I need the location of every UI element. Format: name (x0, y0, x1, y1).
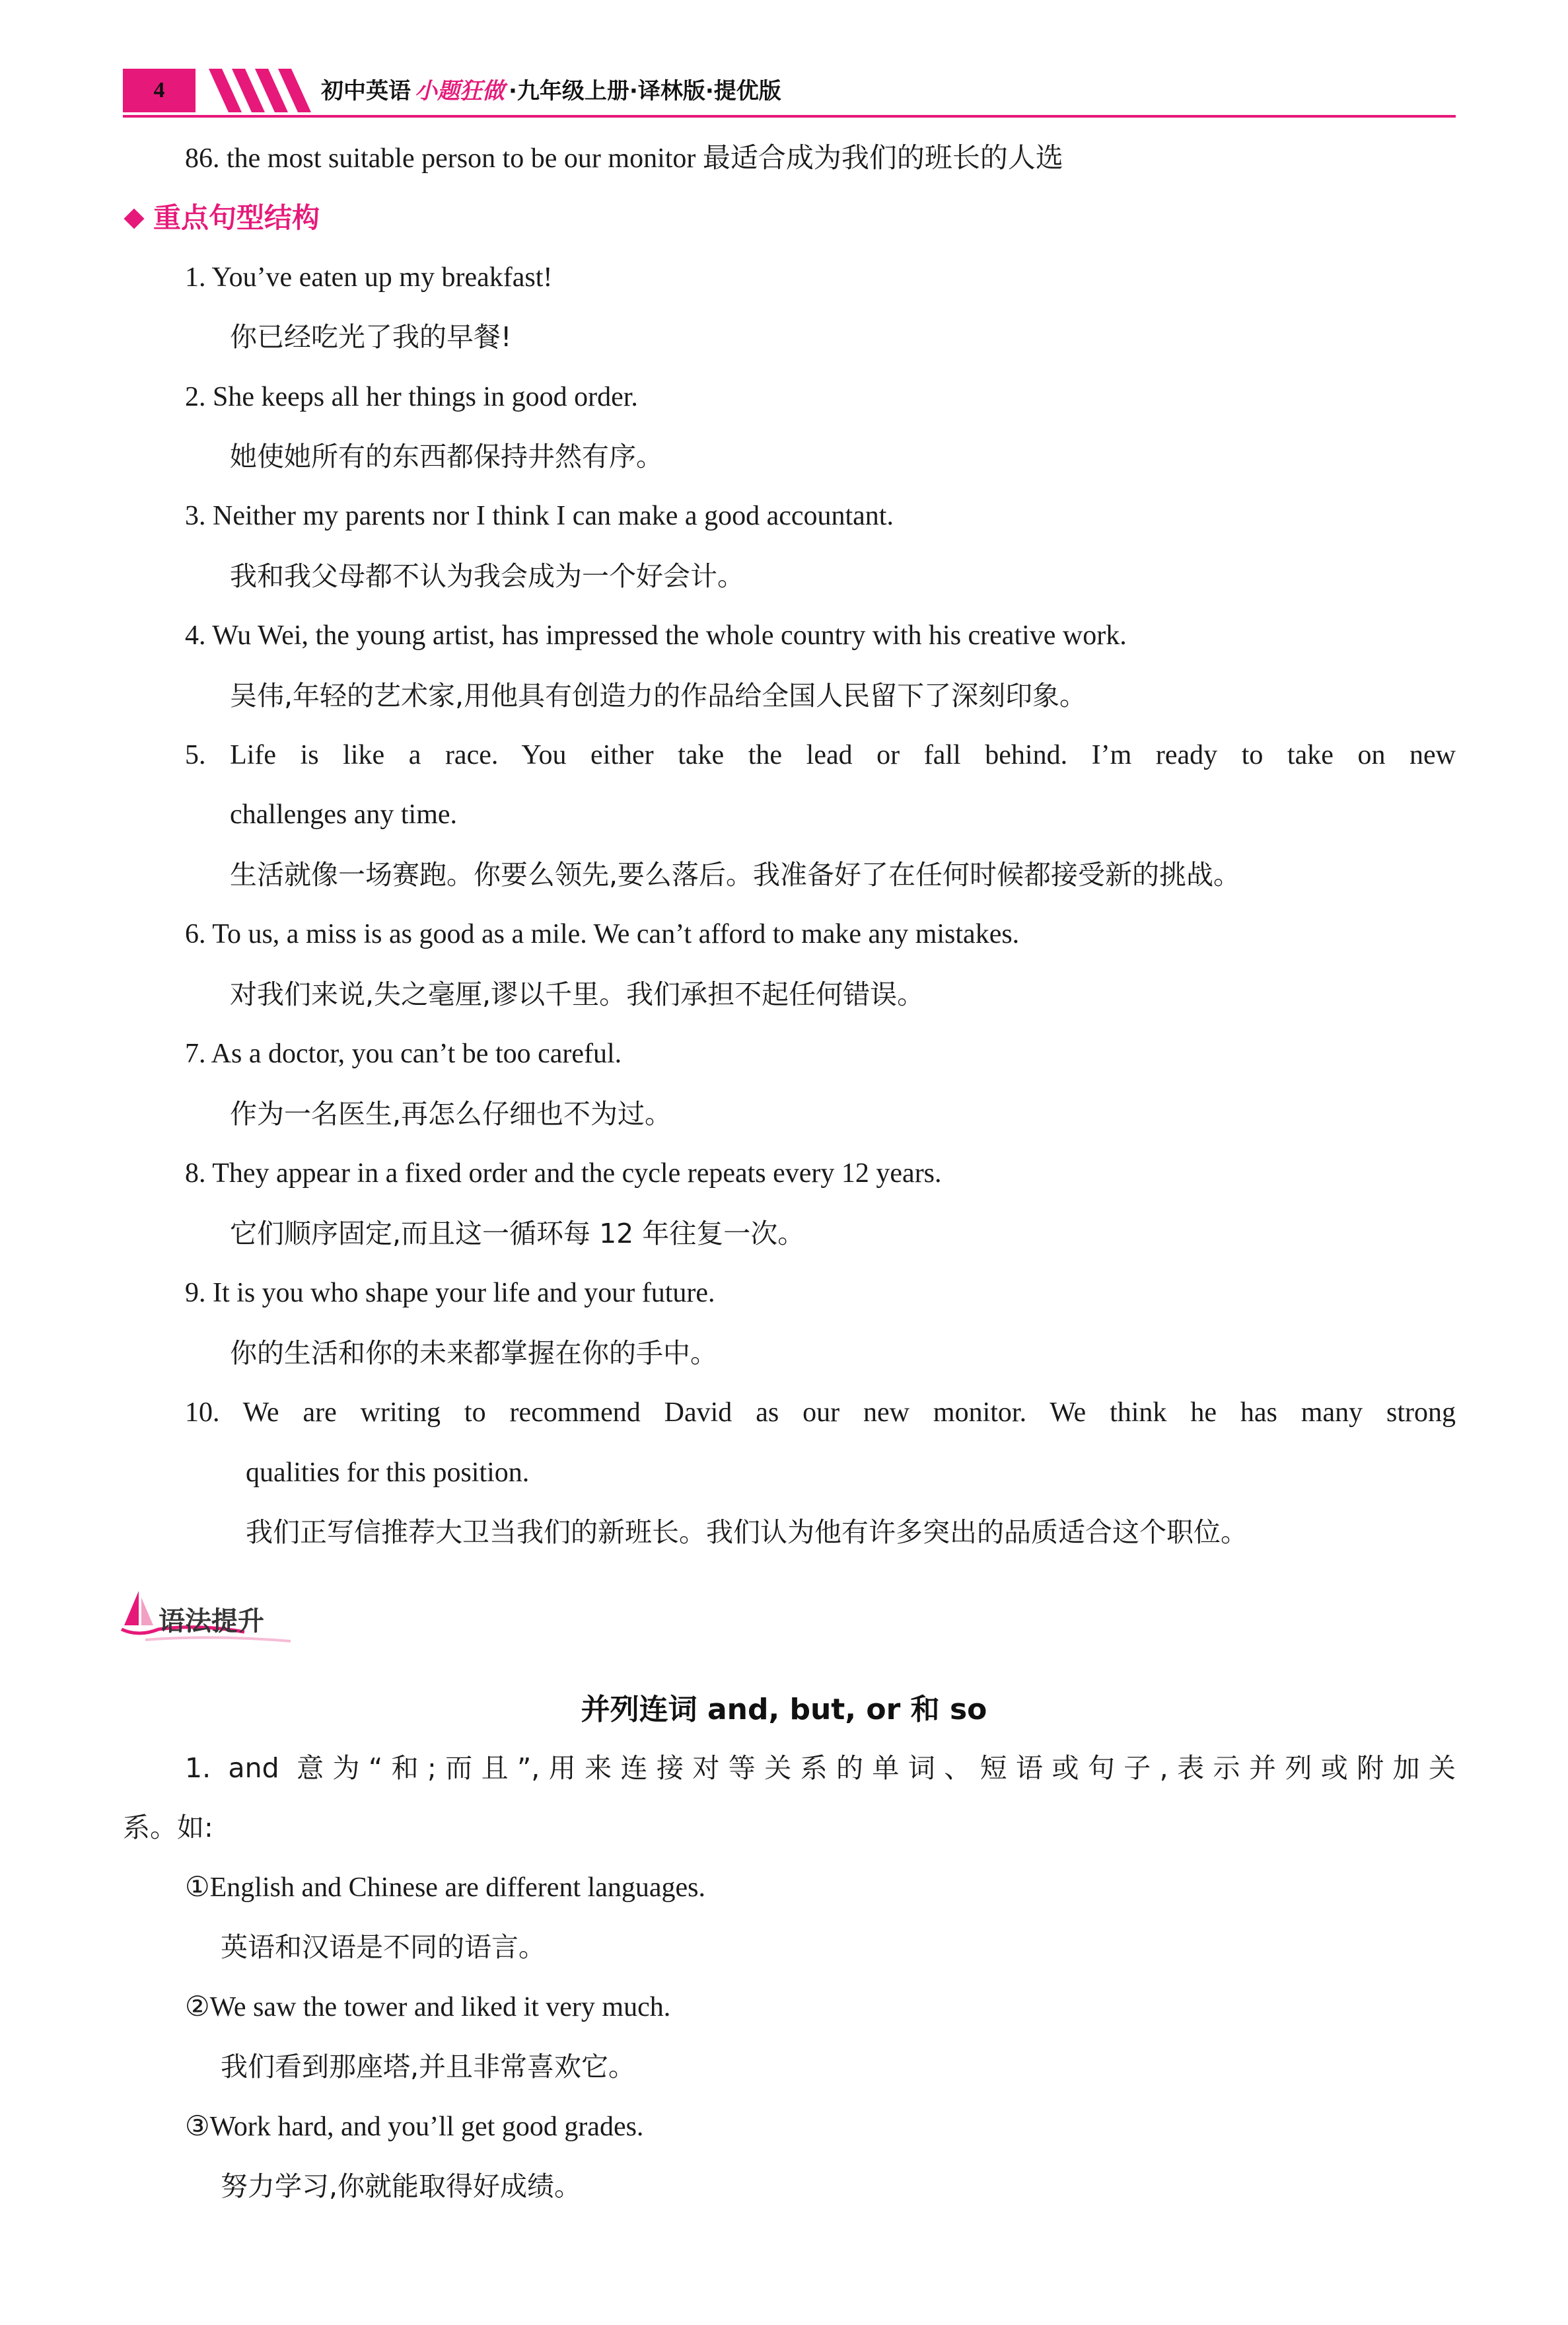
sentence-en: 6. To us, a miss is as good as a mile. We can’t afford to make any mistakes. (185, 919, 1020, 949)
example-zh: 努力学习,你就能取得好成绩。 (221, 2170, 582, 2202)
key-sentences-heading-text: 重点句型结构 (153, 202, 320, 234)
sentence-zh: 你的生活和你的未来都掌握在你的手中。 (230, 1337, 717, 1369)
sentence-en: 8. They appear in a fixed order and the cycle repeats every 12 years. (185, 1158, 942, 1189)
grammar-banner (119, 1584, 317, 1648)
sentence-zh: 对我们来说,失之毫厘,谬以千里。我们承担不起任何错误。 (230, 978, 925, 1010)
sentence-zh: 我们正写信推荐大卫当我们的新班长。我们认为他有许多突出的品质适合这个职位。 (246, 1516, 1248, 1548)
title-suffix: ·九年级上册·译林版·提优版 (509, 78, 781, 104)
topic-title: 并列连词 and, but, or 和 so (581, 1693, 987, 1726)
sentence-zh: 它们顺序固定,而且这一循环每 12 年往复一次。 (230, 1218, 805, 1249)
example-en: ①English and Chinese are different languages. (185, 1872, 705, 1903)
sentence-zh: 生活就像一场赛跑。你要么领先,要么落后。我准备好了在任何时候都接受新的挑战。 (230, 859, 1241, 891)
sentence-en: 7. As a doctor, you can’t be too careful. (185, 1039, 622, 1069)
grammar-point-1: 1. and 意为“和;而且”,用来连接对等关系的单词、短语或句子,表示并列或附加关 (185, 1752, 1456, 1784)
title-prefix: 初中英语 (321, 78, 411, 104)
sentence-en: 5. Life is like a race. You either take the lead or fall behind. I’m ready to take on new (185, 740, 1456, 770)
key-sentences-heading (122, 200, 320, 237)
sentence-en: 9. It is you who shape your life and your future. (185, 1278, 715, 1308)
series-logo: 小题狂做 (415, 78, 505, 104)
grammar-point-1-continued: 系。如: (123, 1812, 213, 1843)
sentence-zh: 她使她所有的东西都保持井然有序。 (230, 441, 663, 472)
sentence-zh: 你已经吃光了我的早餐! (230, 321, 512, 353)
page-number: 4 (123, 69, 196, 112)
example-en: ③Work hard, and you’ll get good grades. (185, 2112, 644, 2142)
example-zh: 我们看到那座塔,并且非常喜欢它。 (221, 2051, 636, 2083)
sentence-en: 1. You’ve eaten up my breakfast! (185, 262, 553, 293)
header-divider (123, 115, 1456, 118)
sentence-en: 4. Wu Wei, the young artist, has impressed the whole country with his creative work. (185, 620, 1127, 651)
example-zh: 英语和汉语是不同的语言。 (221, 1931, 546, 1963)
grammar-banner-title: 语法提升 (159, 1606, 264, 1637)
sentence-en: 3. Neither my parents nor I think I can make a good accountant. (185, 501, 894, 531)
sentence-zh: 作为一名医生,再怎么仔细也不为过。 (230, 1098, 672, 1130)
example-en: ②We saw the tower and liked it very much. (185, 1992, 671, 2022)
sentence-en: 10. We are writing to recommend David as our new monitor. We think he has many strong (185, 1397, 1456, 1428)
sentence-en: 2. She keeps all her things in good order. (185, 382, 638, 412)
page-header (123, 63, 1456, 120)
diamond-icon (124, 208, 144, 229)
sentence-zh: 我和我父母都不认为我会成为一个好会计。 (230, 560, 744, 592)
sentence-en-continued: challenges any time. (230, 799, 458, 830)
sentence-en-continued: qualities for this position. (246, 1458, 530, 1488)
phrase-86: 86. the most suitable person to be our monitor 最适合成为我们的班长的人选 (185, 143, 1063, 174)
book-title (321, 73, 781, 110)
sentence-zh: 吴伟,年轻的艺术家,用他具有创造力的作品给全国人民留下了深刻印象。 (230, 680, 1087, 712)
